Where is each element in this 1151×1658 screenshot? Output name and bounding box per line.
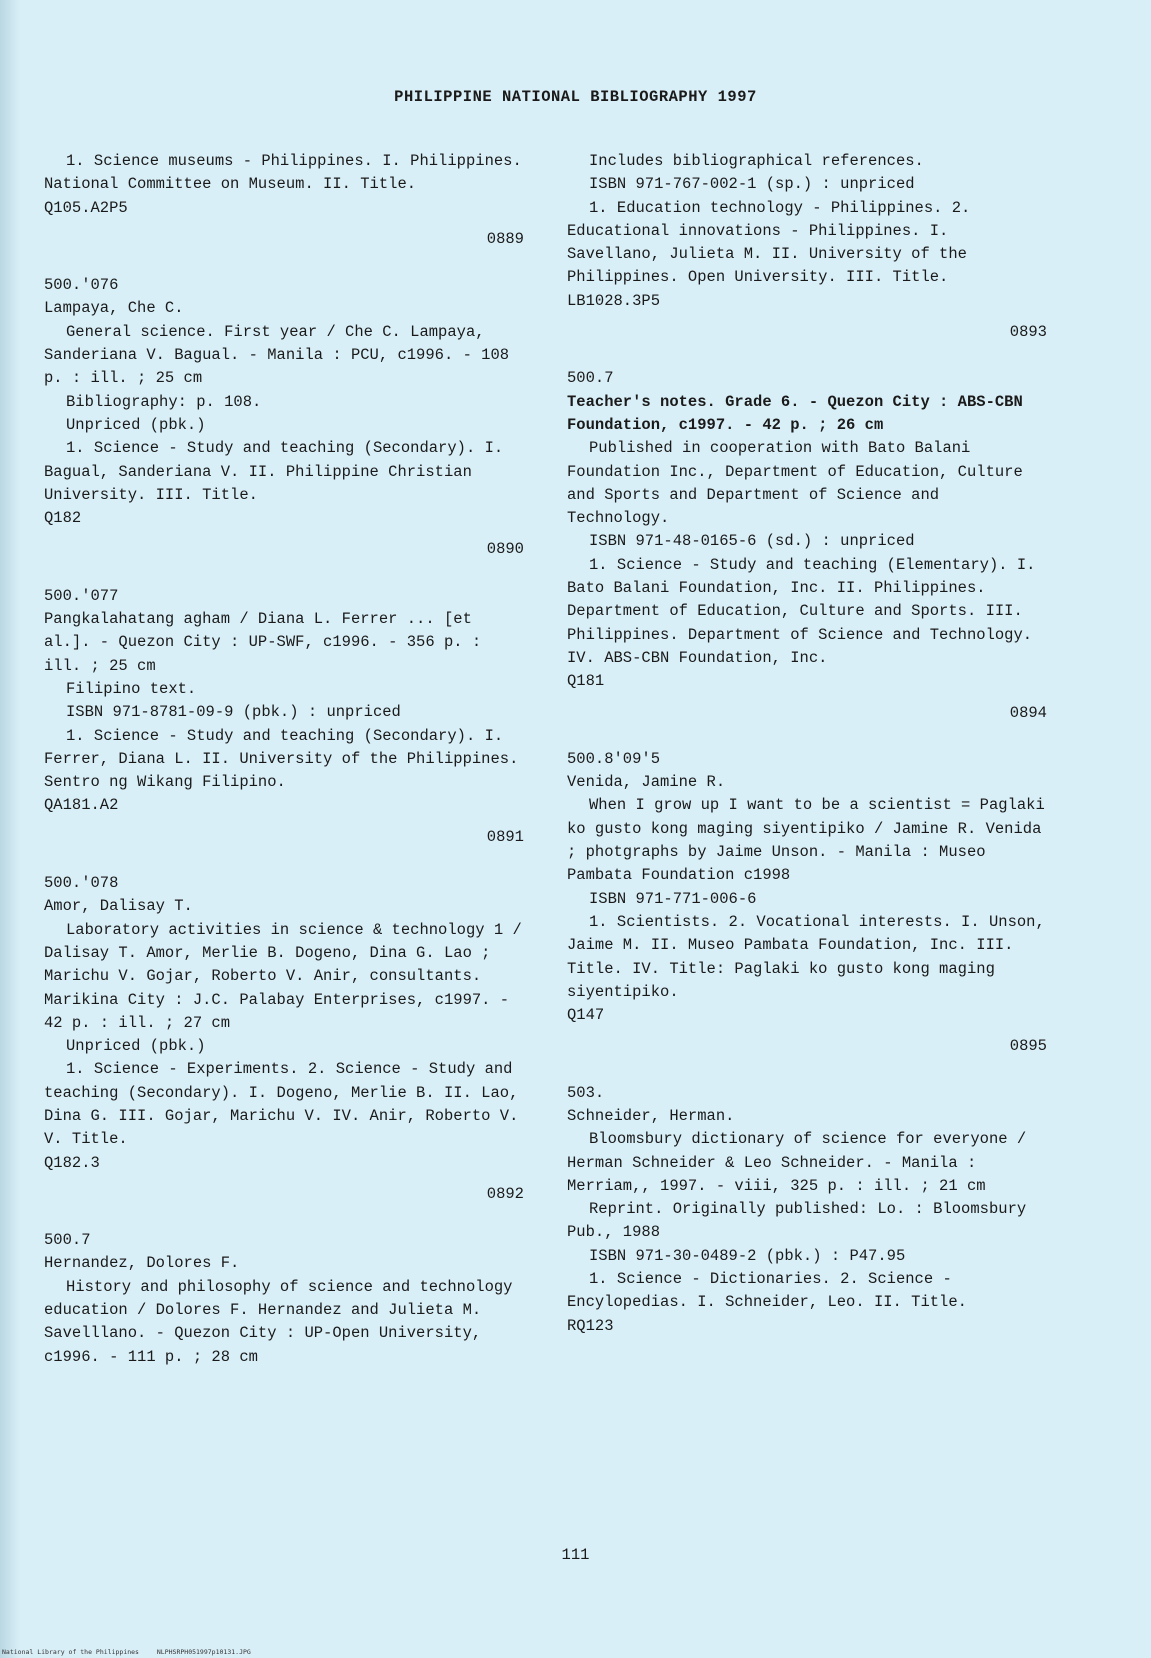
call-number: Q147 bbox=[567, 1006, 605, 1025]
title-statement: History and philosophy of science and technology education / Dolores F. Hernandez and Julieta M. Savelllano. - Quezon City : UP-Open University, c1996. - 111 p. ; 28 cm bbox=[44, 1277, 513, 1366]
call-number: RQ123 bbox=[567, 1316, 614, 1335]
entry-0889 bbox=[44, 274, 524, 530]
entry-0888-continued bbox=[44, 150, 524, 220]
author: Lampaya, Che C. bbox=[44, 299, 184, 318]
entry-0894 bbox=[567, 748, 1047, 1028]
entry-0890 bbox=[44, 585, 524, 818]
scan-footer bbox=[2, 1648, 265, 1656]
subject-tracings: 1. Science museums - Philippines. I. Philippines. National Committee on Museum. II. Title. bbox=[44, 152, 522, 194]
isbn: ISBN 971-767-002-1 (sp.) : unpriced bbox=[589, 175, 915, 194]
title-statement: Teacher's notes. Grade 6. - Quezon City : ABS-CBN Foundation, c1997. - 42 p. ; 26 cm bbox=[567, 392, 1023, 434]
price: Unpriced (pbk.) bbox=[66, 415, 206, 434]
entry-number: 0894 bbox=[1009, 703, 1047, 722]
entry-number: 0895 bbox=[1009, 1037, 1047, 1056]
subject-tracings: 1. Science - Study and teaching (Secondary). I. Ferrer, Diana L. II. University of the Philippines. Sentro ng Wikang Filipino. bbox=[44, 726, 519, 792]
entry-0892-continued bbox=[567, 150, 1047, 313]
entry-0893 bbox=[567, 367, 1047, 693]
title-statement: Laboratory activities in science & technology 1 / Dalisay T. Amor, Merlie B. Dogeno, Dina G. Lao ; Marichu V. Gojar, Roberto V. Anir, consultants. Marikina City : J.C. Palabay Enterprises, c1997. - 42 p. : ill. ; 27 cm bbox=[44, 920, 522, 1032]
note: Bibliography: p. 108. bbox=[66, 392, 262, 411]
title-statement: General science. First year / Che C. Lampaya, Sanderiana V. Bagual. - Manila : PCU, c1996. - 108 p. : ill. ; 25 cm bbox=[44, 322, 510, 388]
entry-number: 0891 bbox=[486, 827, 524, 846]
subject-tracings: 1. Science - Dictionaries. 2. Science - Encylopedias. I. Schneider, Leo. II. Title. bbox=[567, 1270, 967, 1312]
page-number: 111 bbox=[561, 1546, 590, 1564]
call-number: Q182.3 bbox=[44, 1153, 100, 1172]
entry-0891 bbox=[44, 872, 524, 1175]
right-column bbox=[567, 150, 1047, 1338]
isbn: ISBN 971-8781-09-9 (pbk.) : unpriced bbox=[66, 703, 401, 722]
entry-number: 0892 bbox=[486, 1184, 524, 1203]
subject-tracings: 1. Science - Study and teaching (Elementary). I. Bato Balani Foundation, Inc. II. Philippines. Department of Education, Culture and Sports. III. Philippines. Department of Science and Technology. IV. ABS-CBN Foundation, Inc. bbox=[567, 555, 1036, 667]
note: Reprint. Originally published: Lo. : Bloomsbury Pub., 1988 bbox=[567, 1200, 1027, 1242]
subject-tracings: 1. Science - Experiments. 2. Science - Study and teaching (Secondary). I. Dogeno, Merlie B. II. Lao, Dina G. III. Gojar, Marichu V. IV. Anir, Roberto V. V. Title. bbox=[44, 1060, 519, 1149]
call-number: LB1028.3P5 bbox=[567, 291, 661, 310]
subject-tracings: 1. Scientists. 2. Vocational interests. I. Unson, Jaime M. II. Museo Pambata Foundation, Inc. III. Title. IV. Title: Paglaki ko gusto kong maging siyentipiko. bbox=[567, 912, 1045, 1001]
classification-number: 500.8'09'5 bbox=[567, 749, 661, 768]
classification-number: 500.7 bbox=[567, 369, 614, 388]
author: Hernandez, Dolores F. bbox=[44, 1254, 240, 1273]
isbn: ISBN 971-771-006-6 bbox=[589, 889, 757, 908]
subject-tracings: 1. Education technology - Philippines. 2. Educational innovations - Philippines. I. Savellano, Julieta M. II. University of the Philippines. Open University. III. Title. bbox=[567, 198, 971, 287]
entry-number: 0893 bbox=[1009, 323, 1047, 342]
price: Unpriced (pbk.) bbox=[66, 1037, 206, 1056]
classification-number: 500.'076 bbox=[44, 276, 119, 295]
call-number: Q181 bbox=[567, 672, 605, 691]
page-edge bbox=[0, 0, 20, 1658]
call-number: Q105.A2P5 bbox=[44, 198, 128, 217]
classification-number: 500.'077 bbox=[44, 586, 119, 605]
title-statement: Pangkalahatang agham / Diana L. Ferrer ... [et al.]. - Quezon City : UP-SWF, c1996. - 356 p. : ill. ; 25 cm bbox=[44, 610, 482, 675]
note: Filipino text. bbox=[66, 679, 197, 698]
entry-number: 0889 bbox=[486, 229, 524, 248]
subject-tracings: 1. Science - Study and teaching (Secondary). I. Bagual, Sanderiana V. II. Philippine Christian University. III. Title. bbox=[44, 439, 504, 504]
footer-library: National Library of the Philippines bbox=[2, 1648, 139, 1656]
note: Published in cooperation with Bato Balani Foundation Inc., Department of Education, Culture and Sports and Department of Science and Technology. bbox=[567, 439, 1023, 528]
left-column bbox=[44, 150, 524, 1369]
classification-number: 500.7 bbox=[44, 1231, 91, 1250]
entry-number: 0890 bbox=[486, 540, 524, 559]
title-statement: Bloomsbury dictionary of science for everyone / Herman Schneider & Leo Schneider. - Manila : Merriam,, 1997. - viii, 325 p. : ill. ; 21 cm bbox=[567, 1130, 1027, 1195]
call-number: Q182 bbox=[44, 509, 82, 528]
call-number: QA181.A2 bbox=[44, 796, 119, 815]
classification-number: 500.'078 bbox=[44, 874, 119, 893]
isbn: ISBN 971-48-0165-6 (sd.) : unpriced bbox=[589, 532, 915, 551]
entry-0895 bbox=[567, 1082, 1047, 1338]
footer-file: NLPHSRPH051997p10131.JPG bbox=[156, 1648, 251, 1656]
page-title: PHILIPPINE NATIONAL BIBLIOGRAPHY 1997 bbox=[394, 88, 757, 106]
title-statement: When I grow up I want to be a scientist = Paglaki ko gusto kong maging siyentipiko / Jamine R. Venida ; photgraphs by Jaime Unson. - Manila : Museo Pambata Foundation c1998 bbox=[567, 796, 1045, 885]
entry-0892 bbox=[44, 1229, 524, 1369]
author: Venida, Jamine R. bbox=[567, 773, 726, 792]
author: Schneider, Herman. bbox=[567, 1106, 735, 1125]
note: Includes bibliographical references. bbox=[589, 152, 924, 170]
classification-number: 503. bbox=[567, 1083, 605, 1102]
isbn: ISBN 971-30-0489-2 (pbk.) : P47.95 bbox=[589, 1246, 906, 1265]
author: Amor, Dalisay T. bbox=[44, 897, 193, 916]
